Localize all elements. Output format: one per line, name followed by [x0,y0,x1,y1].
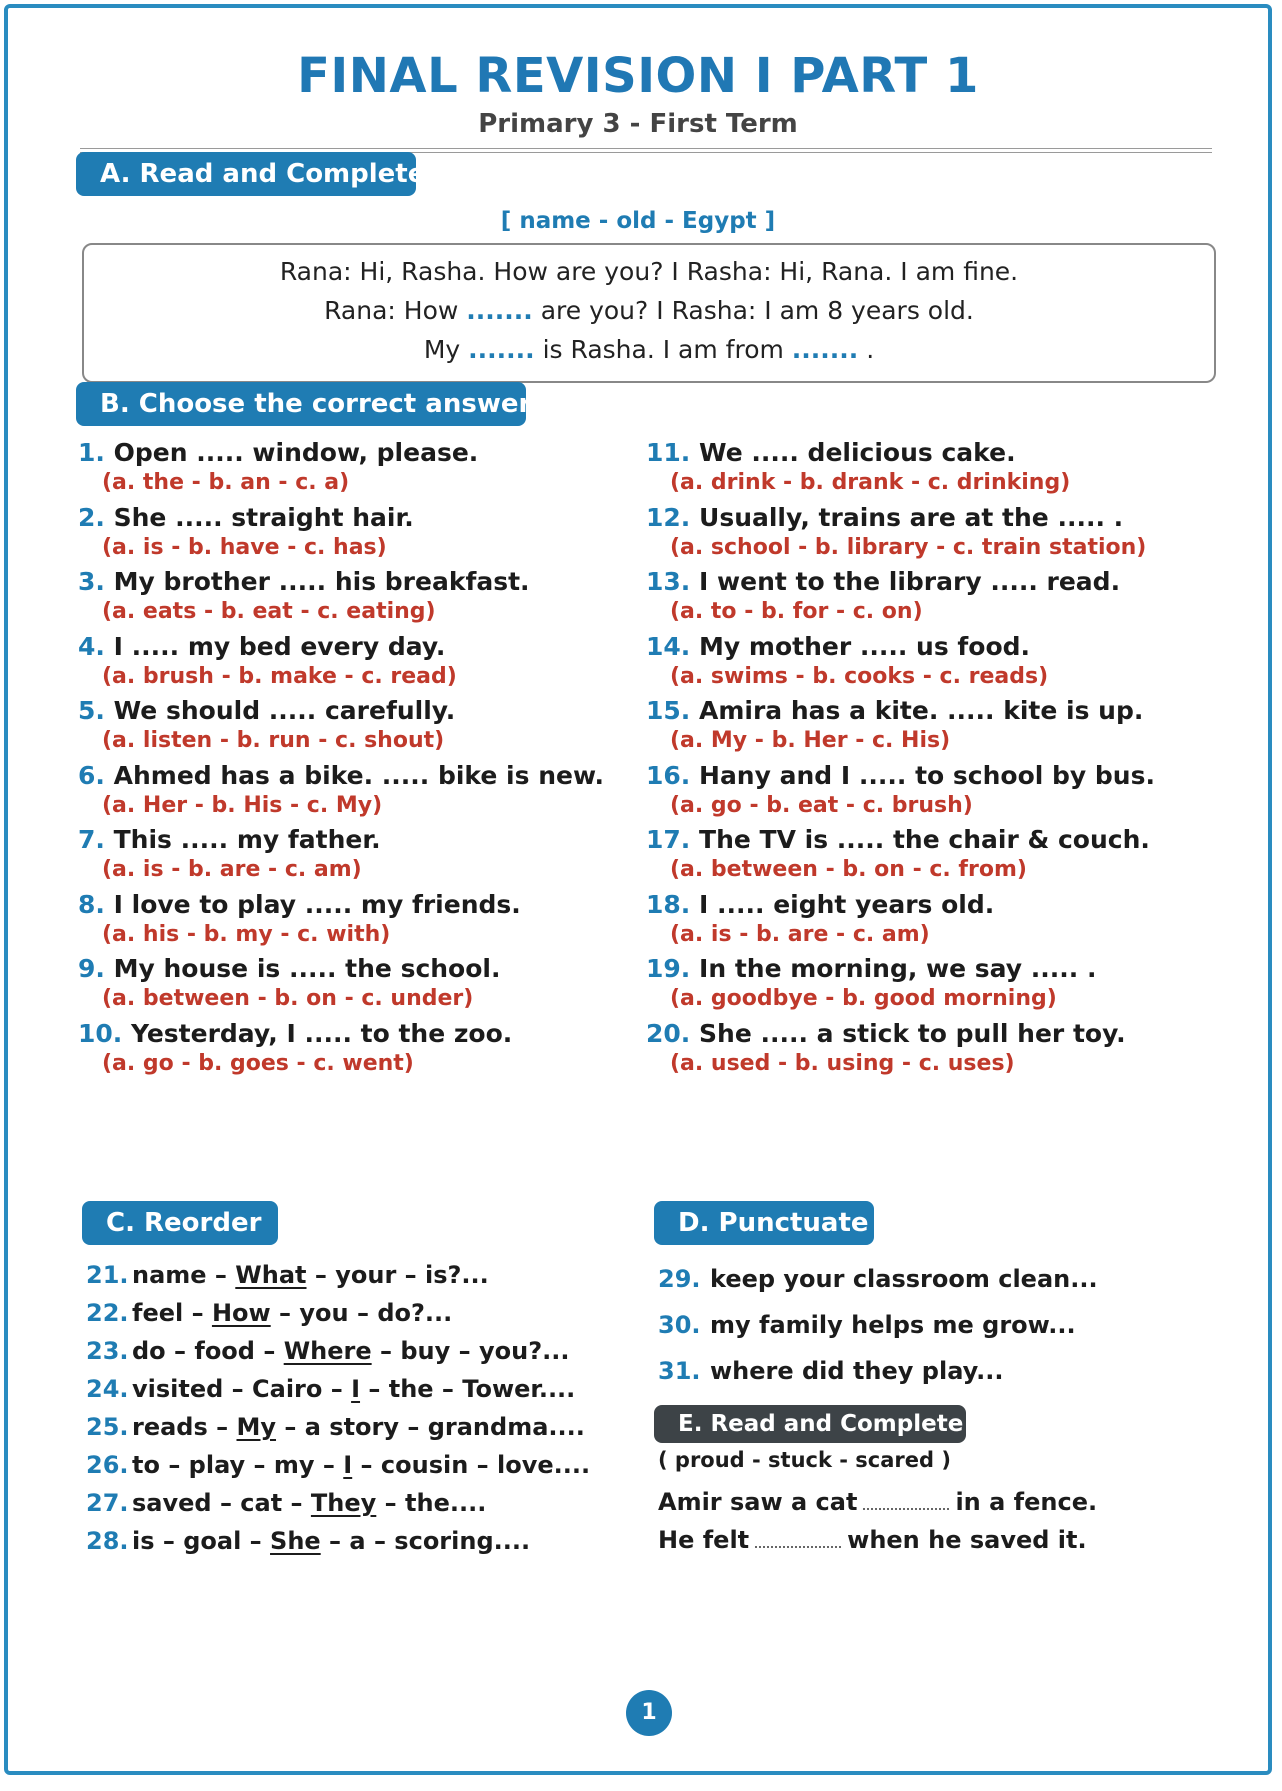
fill-blank[interactable] [755,1542,841,1548]
punctuate-text: where did they play... [710,1357,1004,1385]
reorder-words: is – goal – [132,1527,271,1555]
punctuate-item [658,1311,1218,1339]
section-e-word-bank: ( proud - stuck - scared ) [658,1448,951,1472]
question-options: (a. is - b. are - c. am) [670,921,930,947]
question-options: (a. between - b. on - c. from) [670,857,1027,882]
question-options: (a. is - b. have - c. has) [102,534,387,560]
punctuate-text: my family helps me grow... [710,1311,1076,1339]
dialog-line-3 [84,335,1214,364]
reorder-words: feel – [132,1299,212,1327]
reorder-item [86,1446,606,1484]
question-options: (a. swims - b. cooks - c. reads) [670,663,1049,689]
reorder-number: 25. [86,1413,129,1441]
punctuate-item [658,1357,1218,1385]
reorder-key-word: Where [283,1337,372,1365]
reorder-words: – you – do?... [270,1299,453,1327]
section-e-line-1 [658,1488,1097,1516]
question-text: She ..... a stick to pull her toy. [699,1018,1126,1048]
question-item [646,761,1206,826]
question-number: 2. [78,502,105,532]
reorder-item [86,1522,606,1560]
reorder-number: 23. [86,1337,129,1365]
question-options: (a. My - b. Her - c. His) [670,728,951,753]
reorder-key-word: How [211,1299,271,1327]
dialog-line-2-after: are you? I Rasha: I am 8 years old. [540,296,974,325]
question-text: I ..... my bed every day. [113,631,446,661]
question-text: Hany and I ..... to school by bus. [699,760,1155,790]
punctuate-number: 29. [658,1265,701,1293]
question-number: 4. [78,631,105,661]
reorder-key-word: They [310,1489,377,1517]
reorder-key-word: She [270,1527,321,1555]
question-item [78,696,638,761]
question-options: (a. Her - b. His - c. My) [102,792,383,818]
question-text: Usually, trains are at the ..... . [699,502,1124,532]
reorder-item [86,1256,606,1294]
dialog-blank[interactable]: ....... [468,335,535,364]
reorder-words: reads – [132,1413,237,1441]
reorder-words: – the.... [376,1489,487,1517]
question-text: My brother ..... his breakfast. [113,567,530,596]
reorder-words: visited – Cairo – [132,1375,352,1403]
reorder-words: – cousin – love.... [352,1451,591,1479]
question-number: 13. [646,567,691,596]
dialog-blank[interactable]: ....... [466,296,533,325]
question-number: 1. [78,438,105,467]
reorder-words: name – [132,1261,236,1289]
question-item [78,761,638,826]
reorder-key-word: What [235,1261,307,1289]
section-a-label: A. Read and Complete [76,152,416,196]
dialog-line-2-before: Rana: How [324,296,459,325]
question-text: My mother ..... us food. [699,631,1031,661]
reorder-key-word: My [236,1413,277,1441]
section-e-line-1-before: Amir saw a cat [658,1488,858,1516]
dialog-line-1-text: Rana: Hi, Rasha. How are you? I Rasha: Hi, Rana. I am fine. [279,257,1019,286]
question-number: 15. [646,696,691,725]
question-number: 10. [78,1018,123,1048]
question-item [78,890,638,955]
question-item [646,438,1206,503]
question-number: 7. [78,825,105,854]
question-options: (a. the - b. an - c. a) [102,470,350,495]
section-a-dialog-box [82,243,1216,383]
question-text: I went to the library ..... read. [699,567,1121,596]
question-item [78,954,638,1019]
question-text: In the morning, we say ..... . [699,954,1097,983]
reorder-words: – the – Tower.... [360,1375,576,1403]
reorder-words: – a – scoring.... [320,1527,531,1555]
reorder-key-word: I [343,1451,353,1479]
question-options: (a. is - b. are - c. am) [102,857,362,882]
reorder-number: 28. [86,1527,129,1555]
punctuate-item [658,1265,1218,1293]
question-text: She ..... straight hair. [113,502,414,532]
question-text: Yesterday, I ..... to the zoo. [131,1018,513,1048]
question-item [646,567,1206,632]
question-number: 3. [78,567,105,596]
question-text: My house is ..... the school. [113,954,501,983]
reorder-words: – your – is?... [306,1261,489,1289]
question-options: (a. school - b. library - c. train station) [670,534,1147,560]
reorder-number: 26. [86,1451,129,1479]
reorder-item [86,1294,606,1332]
question-item [646,890,1206,955]
question-options: (a. drink - b. drank - c. drinking) [670,470,1071,495]
question-item [78,632,638,697]
dialog-blank[interactable]: ....... [791,335,859,364]
question-item [78,438,638,503]
question-number: 18. [646,889,691,919]
dialog-line-3-before: My [423,335,461,364]
questions-left-column [78,438,638,1083]
reorder-words: – buy – you?... [371,1337,570,1365]
question-item [646,503,1206,568]
question-number: 6. [78,760,105,790]
page-number-badge: 1 [626,1690,672,1736]
page-subtitle: Primary 3 - First Term [478,109,798,139]
question-text: Ahmed has a bike. ..... bike is new. [113,760,604,790]
question-options: (a. brush - b. make - c. read) [102,663,457,689]
reorder-number: 21. [86,1261,129,1289]
section-e-label: E. Read and Complete [654,1405,966,1443]
worksheet-page [4,4,1272,1775]
reorder-number: 27. [86,1489,129,1517]
dialog-line-2 [84,296,1214,325]
question-item [646,696,1206,761]
question-text: We ..... delicious cake. [699,438,1016,467]
question-item [646,954,1206,1019]
reorder-words: saved – cat – [132,1489,311,1517]
question-text: I love to play ..... my friends. [113,889,521,919]
question-text: The TV is ..... the chair & couch. [699,825,1150,854]
question-number: 12. [646,502,691,532]
punctuate-number: 30. [658,1311,701,1339]
question-text: We should ..... carefully. [113,696,456,725]
question-item [78,1019,638,1084]
section-e-line-2-before: He felt [658,1526,750,1554]
question-number: 9. [78,954,105,983]
question-number: 8. [78,889,105,919]
dialog-line-3-middle: is Rasha. I am from [542,335,784,364]
question-options: (a. between - b. on - c. under) [102,986,474,1011]
question-item [646,632,1206,697]
question-number: 17. [646,825,691,854]
punctuate-number: 31. [658,1357,701,1385]
question-text: Open ..... window, please. [113,438,479,467]
reorder-words: – a story – grandma.... [276,1413,585,1441]
questions-right-column [646,438,1206,1083]
reorder-number: 24. [86,1375,129,1403]
page-title: FINAL REVISION I PART 1 [297,48,979,104]
reorder-words: to – play – my – [132,1451,344,1479]
question-text: Amira has a kite. ..... kite is up. [699,696,1144,725]
reorder-item [86,1484,606,1522]
question-number: 16. [646,760,691,790]
question-item [78,503,638,568]
question-options: (a. goodbye - b. good morning) [670,986,1057,1011]
question-options: (a. used - b. using - c. uses) [670,1050,1015,1076]
section-e-line-2 [658,1526,1087,1554]
section-c-label: C. Reorder [82,1201,278,1245]
question-options: (a. listen - b. run - c. shout) [102,728,445,753]
question-number: 11. [646,438,691,467]
question-options: (a. eats - b. eat - c. eating) [102,599,436,624]
punctuate-text: keep your classroom clean... [710,1265,1098,1293]
question-item [78,825,638,890]
reorder-item [86,1408,606,1446]
question-text: This ..... my father. [113,825,381,854]
section-e-line-1-after: in a fence. [955,1488,1098,1516]
question-item [78,567,638,632]
section-b-label: B. Choose the correct answer [76,382,526,426]
dialog-line-1 [84,257,1214,286]
reorder-words: do – food – [132,1337,284,1365]
question-number: 19. [646,954,691,983]
question-item [646,1019,1206,1084]
reorder-list [86,1256,606,1560]
reorder-number: 22. [86,1299,129,1327]
question-options: (a. his - b. my - c. with) [102,921,391,947]
reorder-key-word: I [351,1375,361,1403]
question-number: 5. [78,696,105,725]
section-a-word-bank: [ name - old - Egypt ] [500,208,776,234]
fill-blank[interactable] [863,1504,949,1510]
question-number: 20. [646,1018,691,1048]
question-text: I ..... eight years old. [699,889,995,919]
reorder-item [86,1370,606,1408]
section-e-line-2-after: when he saved it. [847,1526,1087,1554]
question-options: (a. go - b. eat - c. brush) [670,792,973,818]
question-number: 14. [646,631,691,661]
question-item [646,825,1206,890]
reorder-item [86,1332,606,1370]
section-d-label: D. Punctuate [654,1201,874,1245]
question-options: (a. to - b. for - c. on) [670,599,923,624]
dialog-line-3-after: . [866,335,875,364]
question-options: (a. go - b. goes - c. went) [102,1050,414,1076]
